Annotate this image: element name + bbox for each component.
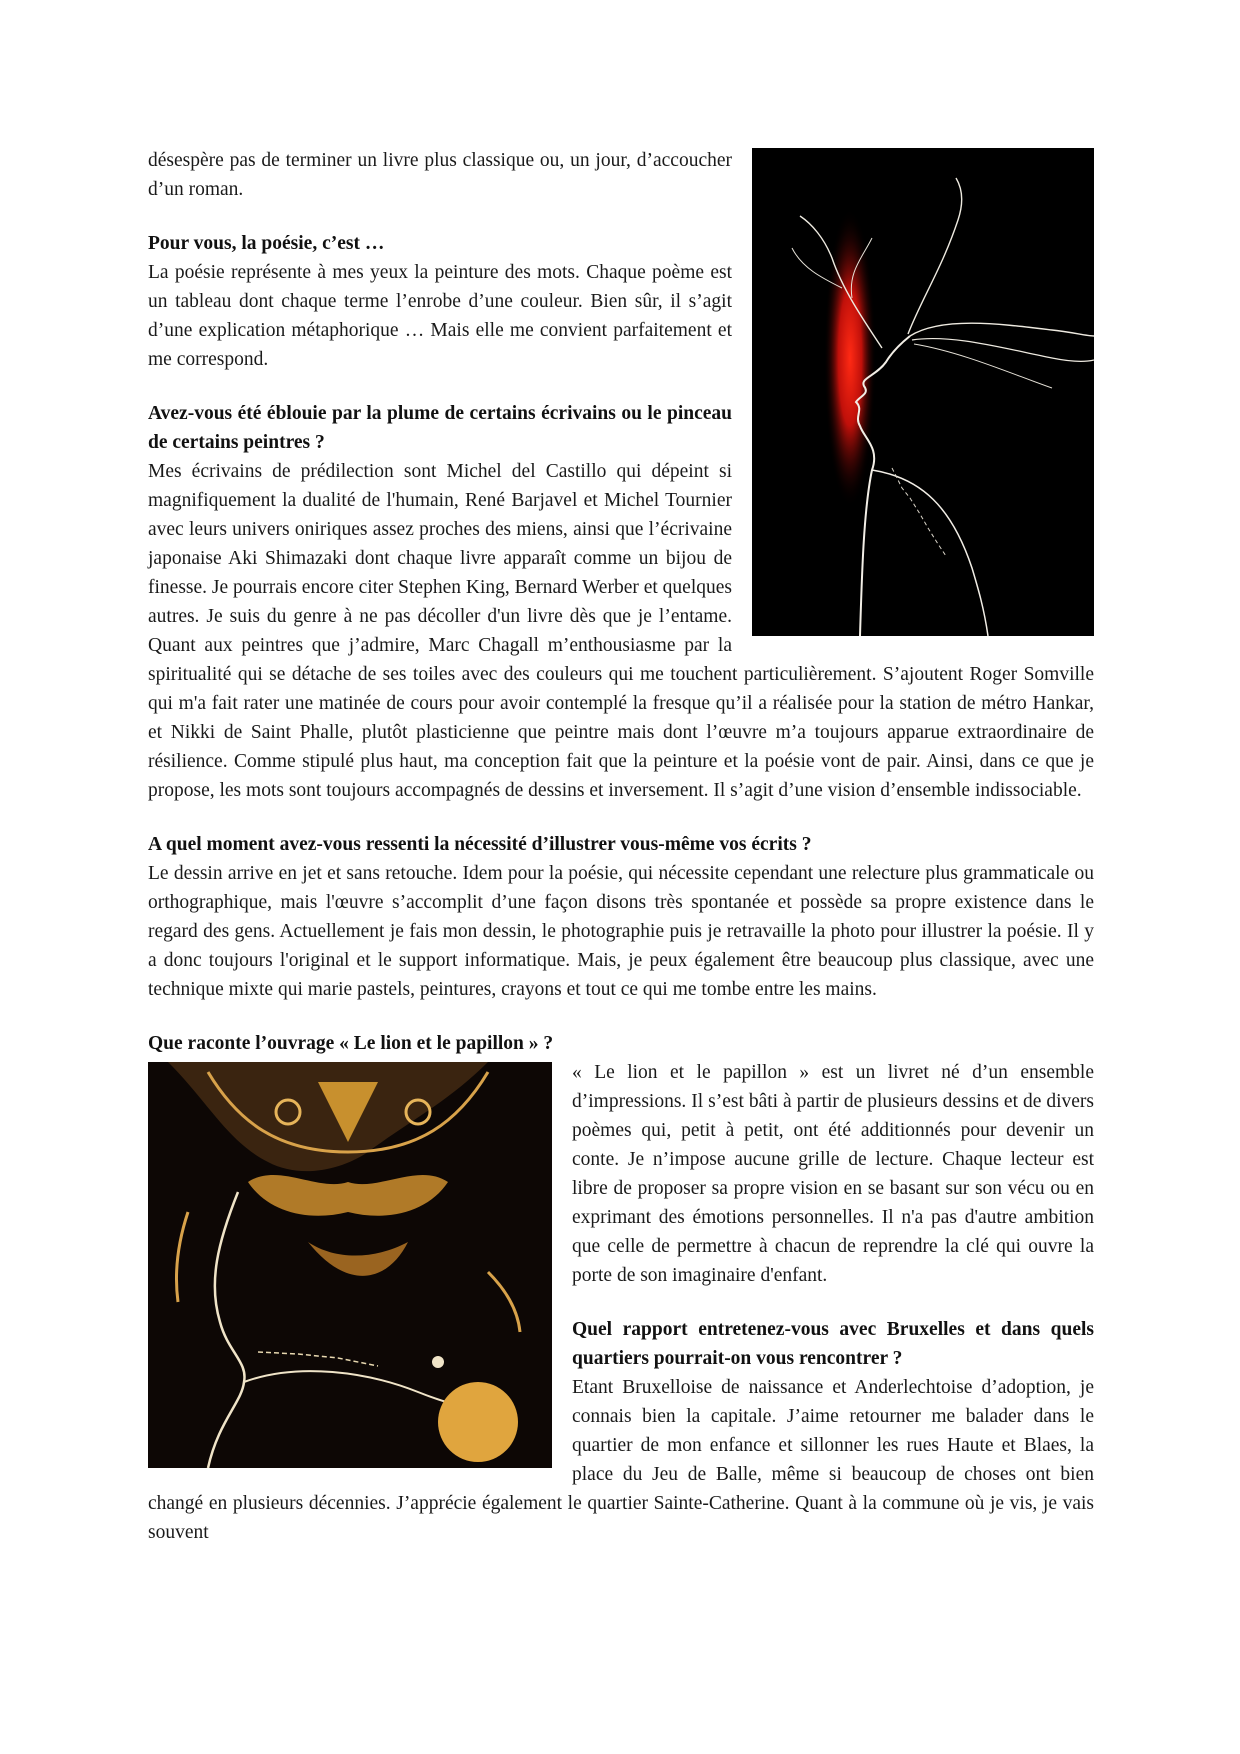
answer-brussels: Etant Bruxelloise de naissance et Anderlechtoise d’adoption, je connais bien la capitale. J’aime retourner me balader dans le quartier de mon enfance et sillonner les rues Haute et Blaes, la place du Jeu de Balle, même si beaucoup de choses ont bien changé en plusieurs décennies. J’apprécie également le quartier Sainte-Catherine. Quant à la commune où je vis, je vais souvent (148, 1377, 1094, 1543)
question-poetry: Pour vous, la poésie, c’est … (148, 233, 385, 254)
answer-book: « Le lion et le papillon » est un livret né d’un ensemble d’impressions. Il s’est bâti à partir de plusieurs dessins et de divers poèmes qui, petit à petit, ont été additionnés pour devenir un conte. Je n’impose aucune grille de lecture. Chaque lecteur est libre de proposer sa propre vision en se basant sur son vécu ou en exprimant des émotions personnelles. Il n'a pas d'autre ambition que celle de permettre à chacun de reprendre la clé qui ouvre la porte de son imaginaire d'enfant. (572, 1062, 1094, 1286)
ornamental-mask-icon (148, 1062, 552, 1468)
document-page (148, 146, 1094, 1547)
profile-illustration (752, 148, 1094, 636)
intro-paragraph: désespère pas de terminer un livre plus classique ou, un jour, d’accoucher d’un roman. (148, 150, 732, 200)
question-illustration: A quel moment avez-vous ressenti la nécessité d’illustrer vous-même vos écrits ? (148, 834, 812, 855)
answer-poetry: La poésie représente à mes yeux la peinture des mots. Chaque poème est un tableau dont chaque terme l’enrobe d’une couleur. Bien sûr, il s’agit d’une explication métaphorique … Mais elle me convient parfaitement et me correspond. (148, 262, 732, 370)
answer-writers: Mes écrivains de prédilection sont Michel del Castillo qui dépeint si magnifiquement la dualité de l'humain, René Barjavel et Michel Tournier avec leurs univers oniriques assez proches des miens, ainsi que l’écrivaine japonaise Aki Shimazaki dont chaque livre apparaît comme un bijou de finesse. Je pourrais encore citer Stephen King, Bernard Werber et quelques autres. Je suis du genre à ne pas décoller d'un livre dès que je l’entame. Quant aux peintres que j’admire, Marc Chagall m’enthousiasme par la spiritualité qui se détache de ses toiles avec des couleurs qui me touchent particulièrement. S’ajoutent Roger Somville qui m'a fait rater une matinée de cours pour avoir contemplé la fresque qu’il a réalisée pour la station de métro Hankar, et Nikki de Saint Phalle, plutôt plasticienne que peintre mais dont l’œuvre m’a toujours apparue extraordinaire de résilience. Comme stipulé plus haut, ma conception fait que la peinture et la poésie vont de pair. Ainsi, dans ce que je propose, les mots sont toujours accompagnés de dessins et inversement. Il s’agit d’une vision d’ensemble indissociable. (148, 461, 1094, 801)
profile-silhouette-icon (752, 148, 1094, 636)
answer-illustration: Le dessin arrive en jet et sans retouche. Idem pour la poésie, qui nécessite cependant une relecture plus grammaticale ou orthographique, mais l'œuvre s’accomplit d’une façon disons très spontanée et possède sa propre existence dans le regard des gens. Actuellement je fais mon dessin, le photographie puis je retravaille la photo pour illustrer la poésie. Il y a donc toujours l'original et le support informatique. Mais, je peux également être beaucoup plus classique, avec une technique mixte qui marie pastels, peintures, crayons et tout ce qui me tombe entre les mains. (148, 863, 1094, 1000)
question-book: Que raconte l’ouvrage « Le lion et le papillon » ? (148, 1033, 554, 1054)
question-writers: Avez-vous été éblouie par la plume de certains écrivains ou le pinceau de certains peintres ? (148, 403, 732, 453)
question-brussels: Quel rapport entretenez-vous avec Bruxelles et dans quels quartiers pourrait-on vous rencontrer ? (572, 1319, 1094, 1369)
mask-illustration (148, 1062, 552, 1468)
